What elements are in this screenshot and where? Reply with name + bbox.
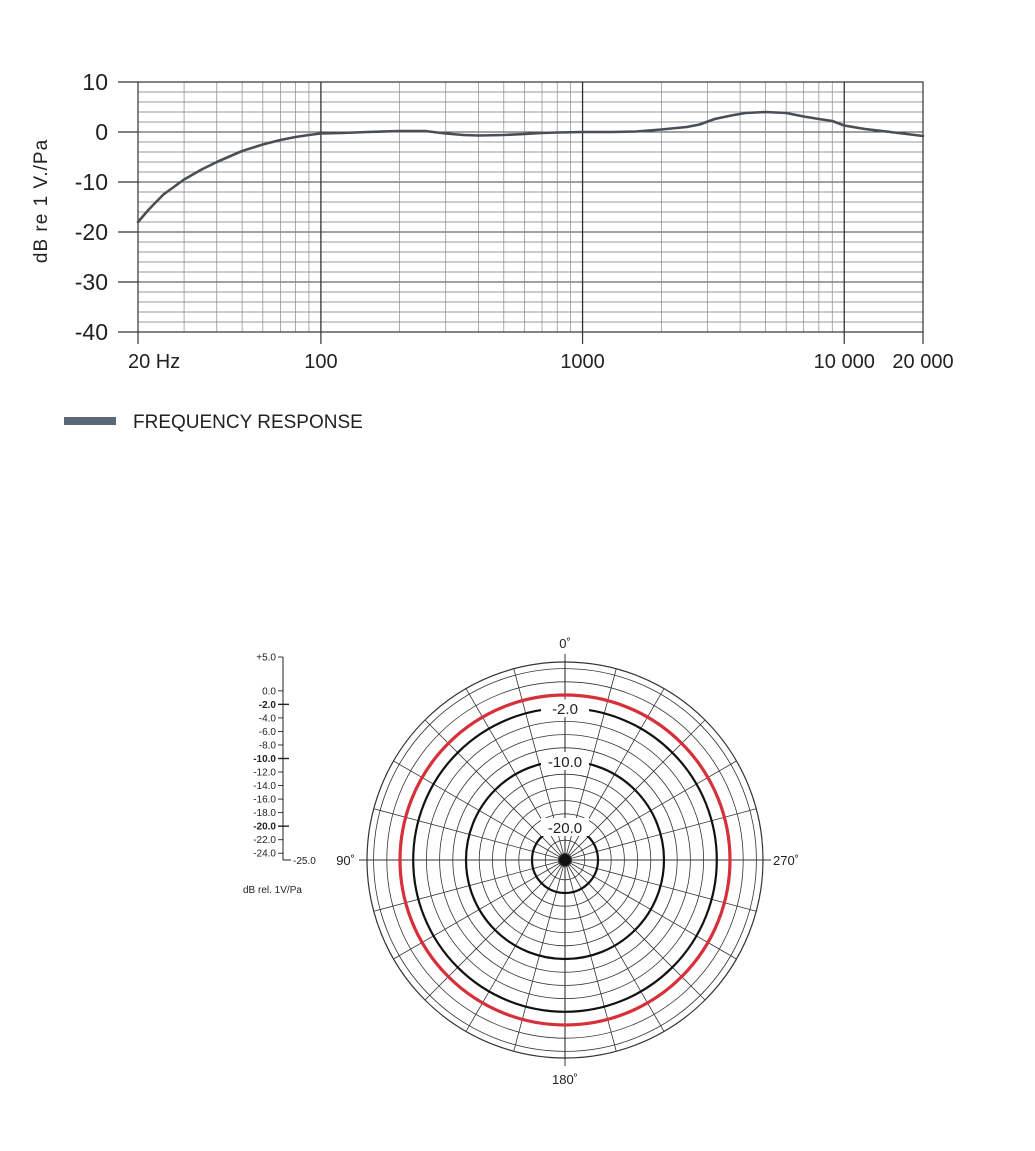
polar-angle-label: 0˚: [559, 636, 571, 651]
polar-scale-tick-label: -4.0: [258, 713, 276, 725]
polar-scale-tick-label: -8.0: [258, 740, 276, 752]
polar-scale-tick-label: -12.0: [253, 767, 276, 779]
polar-scale-tick-label: -22.0: [253, 835, 276, 847]
fr-x-tick-label: 100: [304, 351, 338, 373]
polar-angle-label: 90˚: [336, 853, 355, 868]
polar-scale-tick-label: -24.0: [253, 848, 276, 860]
fr-y-tick-label: -20: [74, 219, 108, 245]
polar-scale-tick-label: -18.0: [253, 808, 276, 820]
fr-y-tick-label: -40: [74, 319, 108, 345]
fr-series-line: [138, 112, 923, 222]
fr-y-tick-label: 10: [82, 69, 108, 95]
fr-legend-label: FREQUENCY RESPONSE: [133, 412, 363, 433]
fr-y-tick-label: -30: [74, 269, 108, 295]
fr-grid: [138, 82, 923, 332]
polar-ring-label: -20.0: [547, 820, 583, 837]
polar-scale-tick-label: +5.0: [256, 652, 276, 664]
fr-x-tick-label: 20 Hz: [128, 351, 181, 373]
polar-scale-tick-label: -16.0: [253, 794, 276, 806]
fr-x-ticks: [128, 332, 954, 373]
polar-scale-unit-label: dB rel. 1V/Pa: [243, 885, 302, 896]
polar-scale-tick-label: -20.0: [253, 821, 276, 833]
frequency-response-chart: [0, 0, 1035, 470]
polar-angle-label: 180˚: [551, 1072, 579, 1087]
fr-y-axis-label: dB re 1 V./Pa: [31, 138, 52, 264]
polar-scale-tick-label: -10.0: [253, 754, 276, 765]
fr-x-tick-label: 1000: [560, 351, 605, 373]
polar-db-scale: [253, 653, 291, 861]
polar-center-dot: [559, 854, 571, 866]
fr-y-tick-label: 0: [95, 119, 108, 145]
fr-y-ticks: [75, 69, 138, 345]
fr-legend-swatch: [64, 417, 116, 425]
polar-scale-tick-label: -2.0: [258, 699, 276, 711]
fr-plot-frame: [138, 82, 923, 332]
polar-ring-label: -10.0: [547, 754, 583, 771]
polar-ring-label: -2.0: [552, 701, 578, 719]
fr-y-tick-label: -10: [74, 169, 108, 195]
polar-scale-min-label: -25.0: [293, 856, 316, 867]
polar-angle-label: 270˚: [773, 853, 800, 868]
polar-scale-tick-label: -6.0: [258, 726, 276, 738]
polar-scale-tick-label: -14.0: [253, 781, 276, 793]
fr-x-tick-label: 10 000: [813, 351, 875, 373]
fr-x-tick-label: 20 000: [892, 351, 954, 373]
polar-pattern-chart: [0, 470, 1035, 1151]
polar-scale-tick-label: 0.0: [262, 686, 276, 698]
